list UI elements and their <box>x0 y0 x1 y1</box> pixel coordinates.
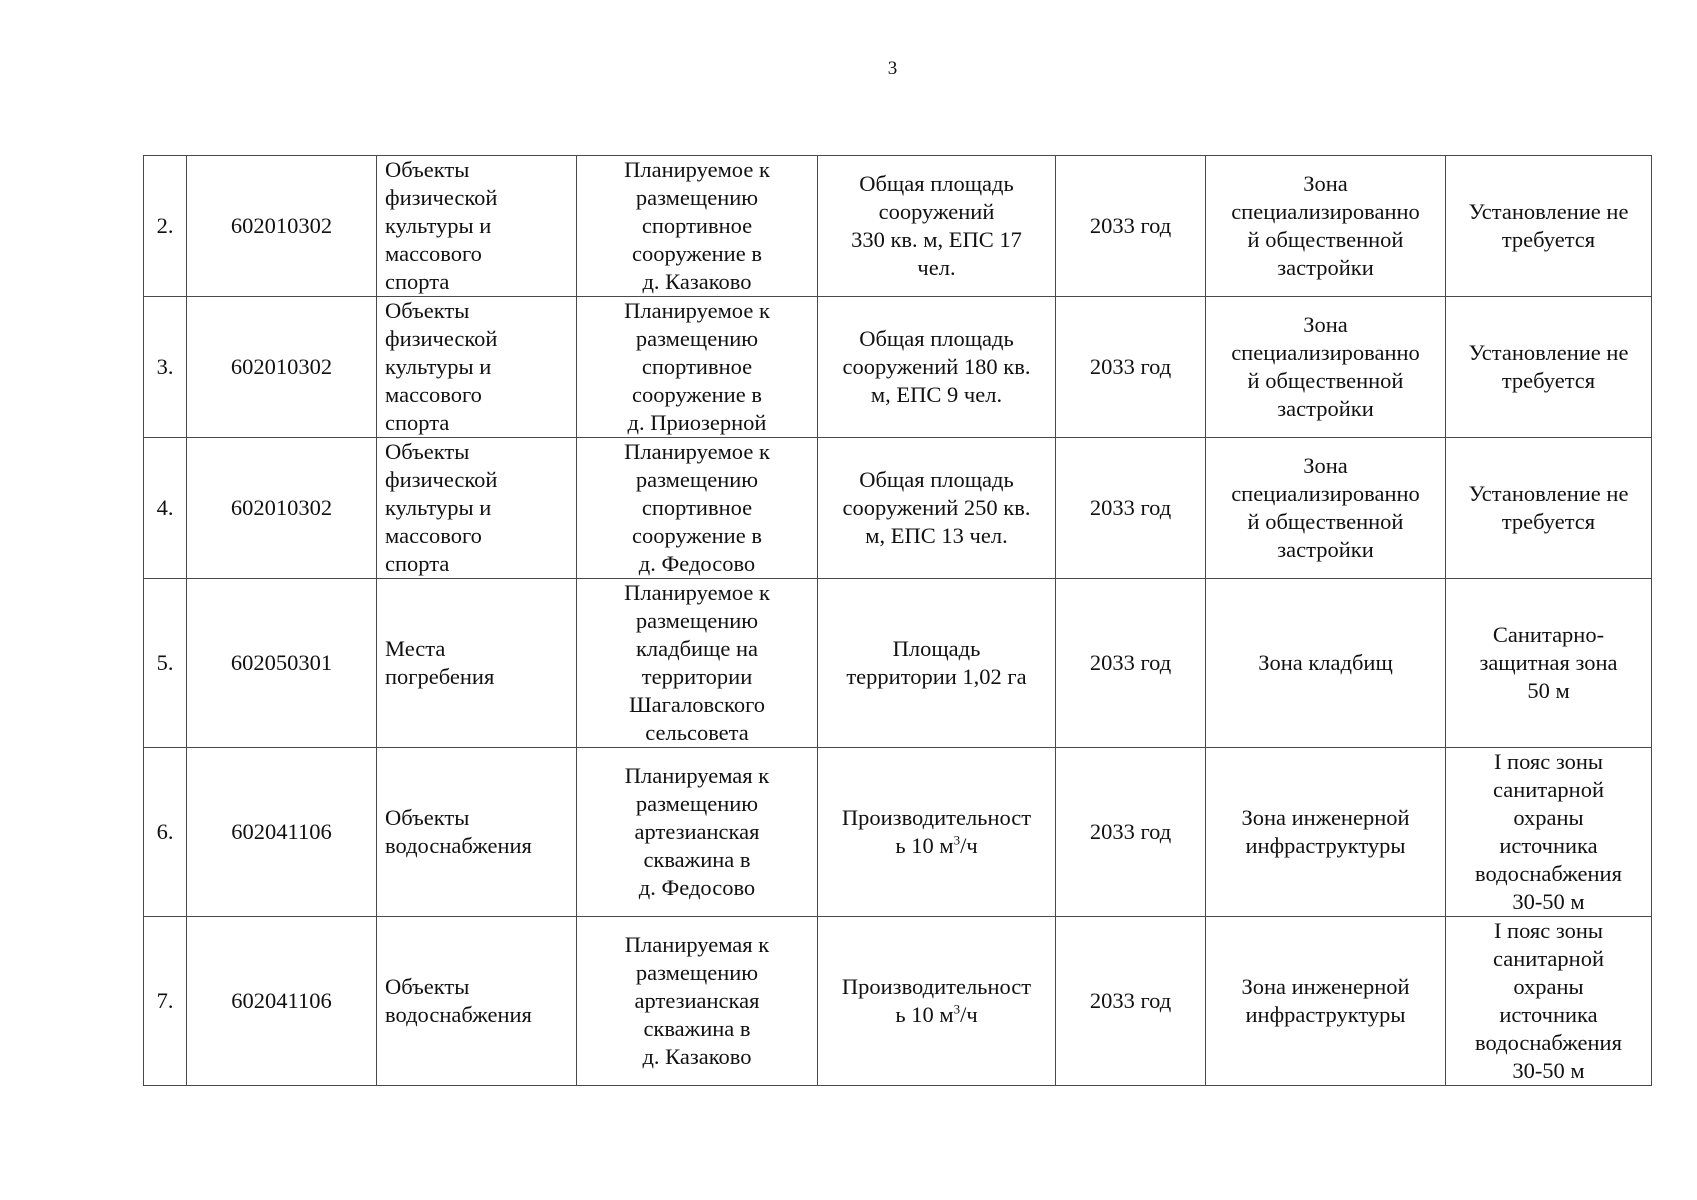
term-cell: 2033 год <box>1056 156 1206 297</box>
characteristics-cell: Общая площадь сооружений 330 кв. м, ЕПС 17 чел. <box>818 156 1056 297</box>
characteristics-cell: Общая площадь сооружений 180 кв. м, ЕПС 9 чел. <box>818 297 1056 438</box>
table-row <box>144 748 1652 917</box>
page-number: 3 <box>887 58 898 79</box>
term-cell: 2033 год <box>1056 579 1206 748</box>
table-row <box>144 156 1652 297</box>
object-code-cell: 602050301 <box>187 579 377 748</box>
zone-cell: Зона инженерной инфраструктуры <box>1206 748 1446 917</box>
object-type-cell: Объекты водоснабжения <box>377 748 577 917</box>
characteristics-cell: Площадь территории 1,02 га <box>818 579 1056 748</box>
object-type-cell: Объекты физической культуры и массового спорта <box>377 297 577 438</box>
object-code-cell: 602010302 <box>187 297 377 438</box>
row-number-cell: 6. <box>144 748 187 917</box>
zone-cell: Зона специализированно й общественной застройки <box>1206 438 1446 579</box>
term-cell: 2033 год <box>1056 438 1206 579</box>
characteristics-cell: Производительност ь 10 $м^3/ч$ <box>818 748 1056 917</box>
object-type-cell: Места погребения <box>377 579 577 748</box>
object-name-cell: Планируемое к размещению спортивное сооружение в д. Федосово <box>577 438 818 579</box>
table-row <box>144 579 1652 748</box>
object-type-cell: Объекты физической культуры и массового спорта <box>377 156 577 297</box>
zone-cell: Зона кладбищ <box>1206 579 1446 748</box>
restriction-zone-cell: I пояс зоны санитарной охраны источника водоснабжения 30-50 м <box>1446 748 1652 917</box>
object-type-cell: Объекты физической культуры и массового спорта <box>377 438 577 579</box>
object-name-cell: Планируемое к размещению спортивное сооружение в д. Казаково <box>577 156 818 297</box>
table-row <box>144 438 1652 579</box>
row-number-cell: 5. <box>144 579 187 748</box>
object-type-cell: Объекты водоснабжения <box>377 917 577 1086</box>
restriction-zone-cell: I пояс зоны санитарной охраны источника водоснабжения 30-50 м <box>1446 917 1652 1086</box>
term-cell: 2033 год <box>1056 748 1206 917</box>
row-number-cell: 7. <box>144 917 187 1086</box>
term-cell: 2033 год <box>1056 917 1206 1086</box>
object-code-cell: 602041106 <box>187 917 377 1086</box>
zone-cell: Зона специализированно й общественной застройки <box>1206 156 1446 297</box>
object-name-cell: Планируемое к размещению кладбище на территории Шагаловского сельсовета <box>577 579 818 748</box>
object-name-cell: Планируемая к размещению артезианская скважина в д. Федосово <box>577 748 818 917</box>
table-row <box>144 917 1652 1086</box>
row-number-cell: 3. <box>144 297 187 438</box>
table-row <box>144 297 1652 438</box>
row-number-cell: 4. <box>144 438 187 579</box>
object-code-cell: 602041106 <box>187 748 377 917</box>
restriction-zone-cell: Установление не требуется <box>1446 438 1652 579</box>
zone-cell: Зона специализированно й общественной застройки <box>1206 297 1446 438</box>
term-cell: 2033 год <box>1056 297 1206 438</box>
restriction-zone-cell: Установление не требуется <box>1446 156 1652 297</box>
zone-cell: Зона инженерной инфраструктуры <box>1206 917 1446 1086</box>
object-name-cell: Планируемая к размещению артезианская скважина в д. Казаково <box>577 917 818 1086</box>
object-name-cell: Планируемое к размещению спортивное сооружение в д. Приозерной <box>577 297 818 438</box>
characteristics-cell: Общая площадь сооружений 250 кв. м, ЕПС 13 чел. <box>818 438 1056 579</box>
object-code-cell: 602010302 <box>187 438 377 579</box>
restriction-zone-cell: Санитарно- защитная зона 50 м <box>1446 579 1652 748</box>
object-code-cell: 602010302 <box>187 156 377 297</box>
restriction-zone-cell: Установление не требуется <box>1446 297 1652 438</box>
row-number-cell: 2. <box>144 156 187 297</box>
objects-table <box>143 155 1652 1086</box>
characteristics-cell: Производительност ь 10 $м^3/ч$ <box>818 917 1056 1086</box>
